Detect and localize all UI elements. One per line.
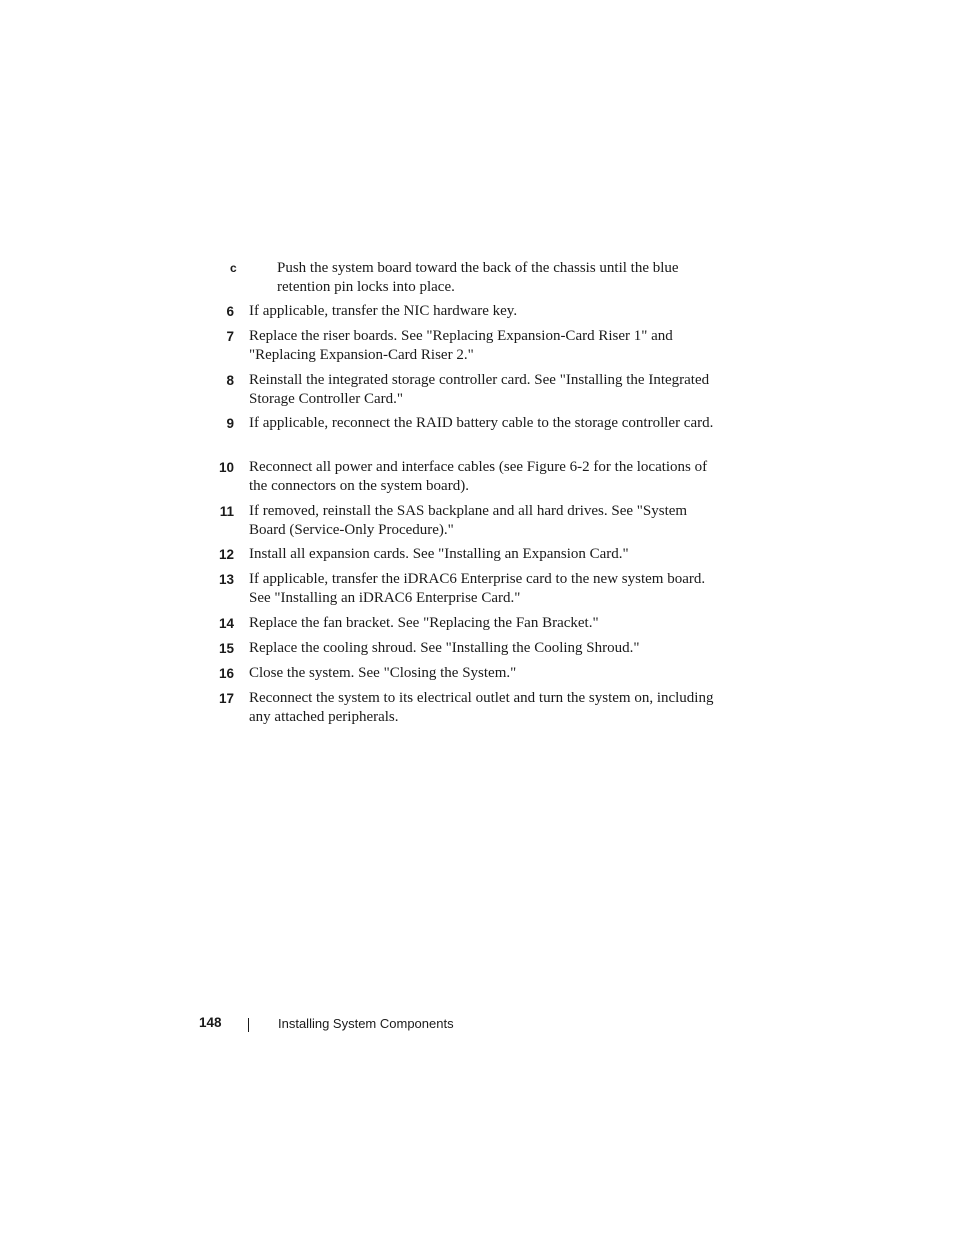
step-text: If applicable, transfer the iDRAC6 Enterprise card to the new system board. See "Installing an iDRAC6 Enterprise Card." (249, 571, 706, 606)
step-11 (219, 502, 714, 540)
step-text: Replace the fan bracket. See "Replacing the Fan Bracket." (249, 615, 599, 631)
step-14 (218, 614, 714, 633)
step-9 (226, 414, 714, 433)
step-number: 17 (218, 691, 234, 706)
step-8 (226, 371, 714, 409)
step-text: Reconnect all power and interface cables (see Figure 6-2 for the locations of the connectors on the system board). (249, 459, 708, 494)
step-number: 14 (218, 616, 234, 631)
step-10 (218, 458, 714, 496)
step-12 (218, 545, 714, 564)
step-15 (218, 639, 714, 658)
step-text: If removed, reinstall the SAS backplane and all hard drives. See "System Board (Service-Only Procedure)." (249, 503, 688, 538)
step-6 (226, 302, 714, 321)
step-number: 6 (226, 304, 234, 319)
step-13 (218, 570, 714, 608)
step-text: Reinstall the integrated storage controller card. See "Installing the Integrated Storage Controller Card." (249, 372, 710, 407)
step-text: Replace the riser boards. See "Replacing Expansion-Card Riser 1" and "Replacing Expansion-Card Riser 2." (249, 328, 673, 363)
step-number: 9 (226, 416, 234, 431)
step-text: Push the system board toward the back of the chassis until the blue retention pin locks into place. (277, 260, 679, 295)
step-number: 10 (218, 460, 234, 475)
step-text: Reconnect the system to its electrical outlet and turn the system on, including any attached peripherals. (249, 690, 714, 725)
step-7 (226, 327, 714, 365)
step-number: 11 (219, 504, 234, 519)
step-number: 15 (218, 641, 234, 656)
footer-divider (248, 1018, 249, 1032)
step-16 (218, 664, 714, 683)
page-number: 148 (199, 1015, 222, 1030)
step-number: 16 (218, 666, 234, 681)
page-footer (0, 1015, 954, 1035)
step-text: Install all expansion cards. See "Installing an Expansion Card." (249, 546, 629, 562)
step-text: Replace the cooling shroud. See "Installing the Cooling Shroud." (249, 640, 640, 656)
step-number: 8 (226, 373, 234, 388)
section-title: Installing System Components (278, 1016, 454, 1031)
step-text: Close the system. See "Closing the System." (249, 665, 517, 681)
step-number: 13 (218, 572, 234, 587)
step-number: 7 (226, 329, 234, 344)
step-text: If applicable, reconnect the RAID battery cable to the storage controller card. (249, 415, 714, 431)
step-text: If applicable, transfer the NIC hardware key. (249, 303, 518, 319)
step-number: 12 (218, 547, 234, 562)
step-number: c (230, 261, 237, 275)
step-17 (218, 689, 714, 727)
step-c (230, 259, 714, 297)
